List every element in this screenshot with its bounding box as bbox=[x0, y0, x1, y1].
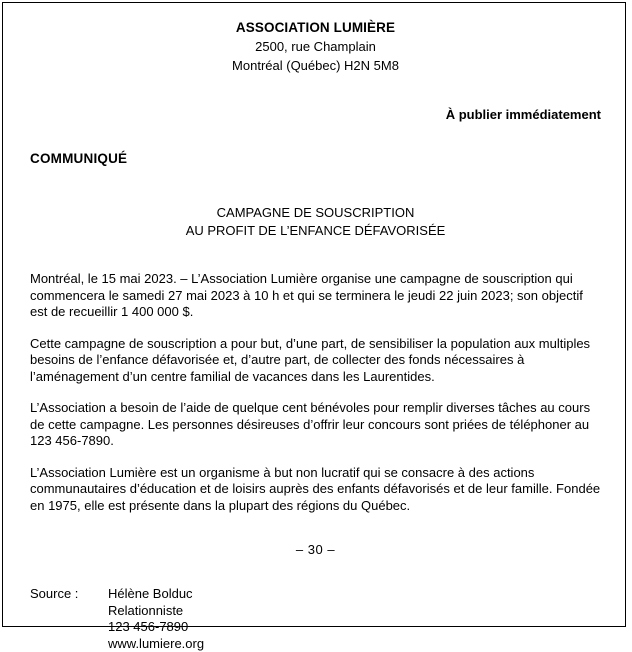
source-block bbox=[30, 586, 601, 652]
document-type-label: COMMUNIQUÉ bbox=[30, 151, 601, 166]
subject-line-1: CAMPAGNE DE SOUSCRIPTION bbox=[30, 204, 601, 222]
paragraph-2: Cette campagne de souscription a pour but, d’une part, de sensibiliser la population aux multiples besoins de l’enfance défavorisée et, d’autre part, de collecter des fonds nécessaires à l’aménagement d’un centre familial de vacances dans les Laurentides. bbox=[30, 336, 601, 386]
paragraph-3: L’Association a besoin de l’aide de quelque cent bénévoles pour remplir diverses tâches au cours de cette campagne. Les personnes désireuses d’offrir leur concours sont priées de téléphoner au 123 456-7890. bbox=[30, 400, 601, 450]
source-contact-title: Relationniste bbox=[108, 603, 204, 620]
organization-name: ASSOCIATION LUMIÈRE bbox=[30, 18, 601, 37]
source-contact-name: Hélène Bolduc bbox=[108, 586, 204, 603]
paragraph-4: L’Association Lumière est un organisme à but non lucratif qui se consacre à des actions communautaires d’éducation et de loisirs auprès des enfants défavorisés et de leur famille. Fondée en 1975, elle est présente dans la plupart des régions du Québec. bbox=[30, 465, 601, 515]
source-contact-phone: 123 456-7890 bbox=[108, 619, 204, 636]
source-label: Source : bbox=[30, 586, 108, 603]
source-contact-website: www.lumiere.org bbox=[108, 636, 204, 652]
paragraph-1: Montréal, le 15 mai 2023. – L’Association Lumière organise une campagne de souscription qui commencera le samedi 27 mai 2023 à 10 h et qui se terminera le jeudi 22 juin 2023; son objectif est de recueillir 1 400 000 $. bbox=[30, 271, 601, 321]
subject-line-2: AU PROFIT DE L’ENFANCE DÉFAVORISÉE bbox=[30, 222, 601, 240]
end-mark: – 30 – bbox=[30, 542, 601, 557]
address-line-1: 2500, rue Champlain bbox=[30, 37, 601, 56]
address-line-2: Montréal (Québec) H2N 5M8 bbox=[30, 56, 601, 75]
document-content bbox=[30, 3, 601, 652]
subject-block bbox=[30, 204, 601, 240]
press-release-page bbox=[2, 2, 626, 627]
release-instruction: À publier immédiatement bbox=[30, 107, 601, 122]
body-text bbox=[30, 271, 601, 514]
letterhead bbox=[30, 18, 601, 75]
source-details bbox=[108, 586, 204, 652]
